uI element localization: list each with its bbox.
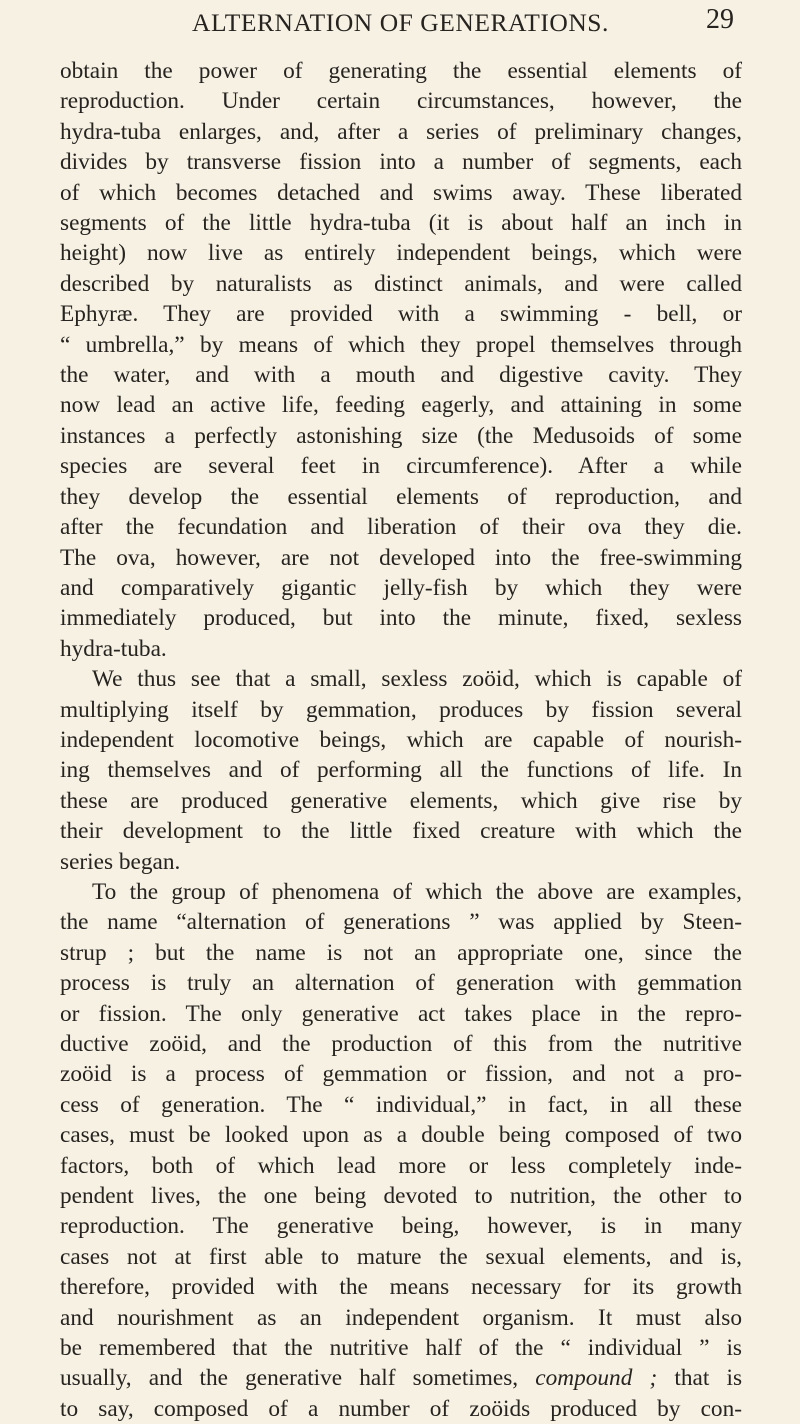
text-line: height) now live as entirely independent beings, which were [60, 240, 742, 267]
text-line: segments of the little hydra-tuba (it is about half an inch in [60, 210, 742, 237]
text-line: obtain the power of generating the essential elements of [60, 58, 742, 84]
text-line: hydra-tuba. [60, 635, 167, 662]
running-title: ALTERNATION OF GENERATIONS. [192, 8, 609, 37]
body-text [60, 56, 742, 1424]
text-line: and nourishment as an independent organism. It must also [60, 1304, 742, 1331]
text-line: The ova, however, are not developed into the free-swimming [60, 544, 742, 571]
text-line: their development to the little fixed creature with which the [60, 818, 742, 845]
text-run: that is [674, 1365, 743, 1392]
text-line: strup ; but the name is not an appropriate one, since the [60, 939, 742, 966]
text-line: “ umbrella,” by means of which they propel themselves through [60, 331, 742, 358]
paragraph-1 [60, 56, 742, 664]
text-line: these are produced generative elements, which give rise by [60, 787, 742, 814]
text-line: divides by transverse fission into a number of segments, each [60, 149, 742, 176]
text-line: hydra-tuba enlarges, and, after a series of preliminary changes, [60, 118, 742, 145]
text-line: to say, composed of a number of zoöids produced by con- [60, 1395, 742, 1422]
text-line: cess of generation. The “ individual,” in fact, in all these [60, 1091, 742, 1118]
paragraph-3 [60, 877, 742, 1424]
text-line: and comparatively gigantic jelly-fish by which they were [60, 574, 742, 601]
text-line: ductive zoöid, and the production of this from the nutritive [60, 1031, 742, 1057]
text-line: pendent lives, the one being devoted to nutrition, the other to [60, 1183, 742, 1210]
italic-word: compound ; [535, 1365, 658, 1392]
text-line: To the group of phenomena of which the above are examples, [92, 878, 742, 905]
text-line: the name “alternation of generations ” was applied by Steen- [60, 909, 742, 936]
text-line [60, 1363, 742, 1393]
text-line: species are several feet in circumference). After a while [60, 453, 742, 480]
text-line: reproduction. Under certain circumstances, however, the [60, 88, 742, 115]
text-line: ing themselves and of performing all the functions of life. In [60, 757, 742, 784]
text-line: or fission. The only generative act takes place in the repro- [60, 1000, 742, 1027]
text-line: series began. [60, 848, 181, 875]
text-line: after the fecundation and liberation of their ova they die. [60, 514, 742, 541]
text-line: Ephyræ. They are provided with a swimming - bell, or [60, 301, 742, 328]
page-header [60, 2, 740, 52]
text-line: process is truly an alternation of generation with gemmation [60, 970, 742, 997]
text-line: described by naturalists as distinct animals, and were called [60, 270, 742, 297]
text-line: they develop the essential elements of reproduction, and [60, 483, 742, 510]
text-line: instances a perfectly astonishing size (the Medusoids of some [60, 422, 742, 449]
paragraph-2 [60, 664, 742, 877]
text-line: now lead an active life, feeding eagerly, and attaining in some [60, 392, 742, 419]
text-line: independent locomotive beings, which are capable of nourish- [60, 726, 742, 753]
text-line: immediately produced, but into the minute, fixed, sexless [60, 605, 742, 632]
text-line: factors, both of which lead more or less completely inde- [60, 1152, 742, 1179]
text-line: cases not at first able to mature the sexual elements, and is, [60, 1243, 742, 1270]
text-line: the water, and with a mouth and digestive cavity. They [60, 362, 742, 389]
page-number: 29 [706, 4, 734, 35]
text-run: usually, and the generative half sometimes, [60, 1365, 519, 1392]
text-line: of which becomes detached and swims away. These liberated [60, 179, 742, 206]
text-line: cases, must be looked upon as a double being composed of two [60, 1122, 742, 1149]
text-line: multiplying itself by gemmation, produces by fission several [60, 696, 742, 723]
text-line: be remembered that the nutritive half of the “ individual ” is [60, 1335, 742, 1362]
text-line: therefore, provided with the means necessary for its growth [60, 1274, 742, 1301]
text-line: zoöid is a process of gemmation or fission, and not a pro- [60, 1061, 742, 1088]
text-line: reproduction. The generative being, however, is in many [60, 1213, 742, 1240]
text-line: We thus see that a small, sexless zoöid, which is capable of [92, 666, 742, 693]
